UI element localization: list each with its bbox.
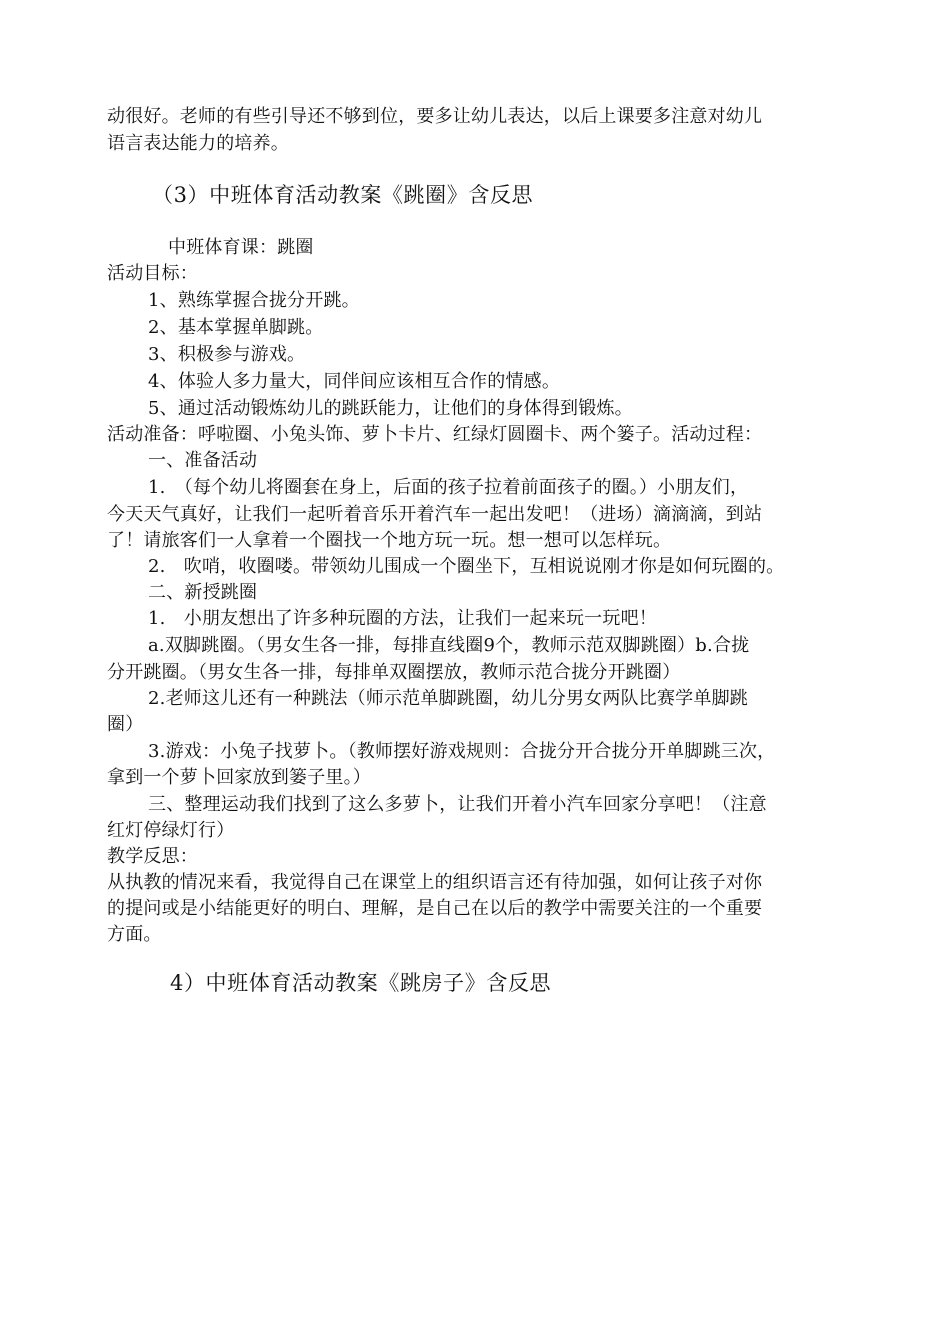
paragraph-line: 1. 小朋友想出了许多种玩圈的方法，让我们一起来玩一玩吧！ (148, 608, 657, 629)
paragraph-line: 的提问或是小结能更好的明白、理解，是自己在以后的教学中需要关注的一个重要 (107, 898, 763, 919)
step-heading: 二、新授跳圈 (148, 582, 258, 603)
section-heading-3: （3）中班体育活动教案《跳圈》含反思 (152, 183, 534, 207)
paragraph-line: 1. （每个幼儿将圈套在身上，后面的孩子拉着前面孩子的圈。）小朋友们， (148, 477, 749, 498)
paragraph-line: 三、整理运动我们找到了这么多萝卜，让我们开着小汽车回家分享吧！（注意 (148, 794, 767, 815)
paragraph-line: 2.老师这儿还有一种跳法（师示范单脚跳圈，幼儿分男女两队比赛学单脚跳 (148, 688, 748, 709)
paragraph-line: 2. 吹哨，收圈喽。带领幼儿围成一个圈坐下，互相说说刚才你是如何玩圈的。 (148, 556, 785, 577)
paragraph-line: 分开跳圈。（男女生各一排，每排单双圈摆放，教师示范合拢分开跳圈） (107, 662, 681, 683)
goal-item: 3、积极参与游戏。 (148, 344, 306, 365)
paragraph-line: 红灯停绿灯行） (107, 820, 235, 841)
goal-item: 1、熟练掌握合拢分开跳。 (148, 290, 360, 311)
goal-item: 2、基本掌握单脚跳。 (148, 317, 324, 338)
activity-prep: 活动准备：呼啦圈、小兔头饰、萝卜卡片、红绿灯圆圈卡、两个篓子。活动过程： (107, 424, 763, 445)
activity-goals-label: 活动目标： (107, 263, 198, 284)
paragraph-line: 方面。 (107, 924, 162, 945)
paragraph-line: 从执教的情况来看，我觉得自己在课堂上的组织语言还有待加强，如何让孩子对你 (107, 872, 763, 893)
goal-item: 4、体验人多力量大，同伴间应该相互合作的情感。 (148, 371, 561, 392)
paragraph-line: 3.游戏：小兔子找萝卜。（教师摆好游戏规则：合拢分开合拢分开单脚跳三次， (148, 741, 776, 762)
paragraph-line: 拿到一个萝卜回家放到篓子里。） (107, 767, 371, 788)
paragraph-line: 动很好。老师的有些引导还不够到位，要多让幼儿表达，以后上课要多注意对幼儿 (107, 106, 763, 127)
paragraph-line: 圈） (107, 714, 144, 735)
paragraph-line: 了！请旅客们一人拿着一个圈找一个地方玩一玩。想一想可以怎样玩。 (107, 530, 672, 551)
subtitle: 中班体育课：跳圈 (168, 237, 314, 258)
section-heading-4: 4）中班体育活动教案《跳房子》含反思 (170, 971, 552, 995)
paragraph-line: 今天天气真好，让我们一起听着音乐开着汽车一起出发吧！（进场）滴滴滴，到站 (107, 504, 763, 525)
paragraph-line: a.双脚跳圈。（男女生各一排，每排直线圈9个，教师示范双脚跳圈）b.合拢 (148, 635, 750, 656)
paragraph-line: 语言表达能力的培养。 (107, 133, 289, 154)
goal-item: 5、通过活动锻炼幼儿的跳跃能力，让他们的身体得到锻炼。 (148, 398, 633, 419)
step-heading: 一、准备活动 (148, 450, 258, 471)
reflection-label: 教学反思： (107, 846, 198, 867)
